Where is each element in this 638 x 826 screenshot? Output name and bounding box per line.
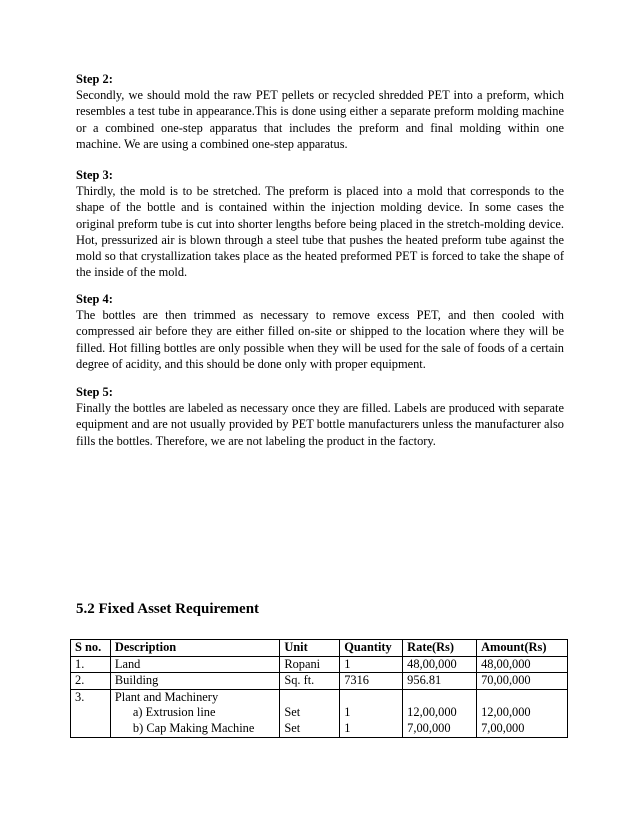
cell-description	[110, 689, 279, 737]
cell-quantity	[340, 689, 403, 737]
section-title: 5.2 Fixed Asset Requirement	[76, 601, 260, 617]
step-heading: Step 2:	[76, 72, 113, 86]
sub-item-rate: 7,00,000	[407, 720, 451, 735]
cell-amount: 70,00,000	[477, 673, 568, 690]
sub-item-quantity: 1	[344, 720, 351, 735]
cell-amount	[477, 689, 568, 737]
sub-item-unit: Set	[284, 705, 301, 720]
fixed-asset-table	[70, 639, 568, 738]
cell-quantity: 1	[340, 656, 403, 673]
step-paragraph: Secondly, we should mold the raw PET pellets or recycled shredded PET into a preform, which resembles a test tube in appearance.This is done using either a separate preform molding machine or a combined one-step apparatus that includes the preform and final molding within one machine. We are using a combined one-step apparatus.	[76, 88, 564, 151]
column-header-sno: S no.	[71, 640, 111, 657]
column-header-unit: Unit	[280, 640, 340, 657]
cell-sno: 3.	[71, 689, 111, 737]
column-header-description: Description	[110, 640, 279, 657]
step-heading: Step 4:	[76, 292, 113, 306]
sub-item-rate: 12,00,000	[407, 705, 457, 720]
step-heading: Step 5:	[76, 385, 113, 399]
step-paragraph: Finally the bottles are labeled as necessary once they are filled. Labels are produced with separate equipment and are not usually provided by PET bottle manufacturers unless the manufacturer also fills the bottles. Therefore, we are not labeling the product in the factory.	[76, 401, 564, 448]
sub-item-description: a) Extrusion line	[132, 705, 216, 720]
cell-sno: 2.	[71, 673, 111, 690]
sub-item-unit: Set	[284, 720, 301, 735]
group-title: Plant and Machinery	[114, 689, 219, 704]
step-paragraph: Thirdly, the mold is to be stretched. The preform is placed into a mold that corresponds to the shape of the bottle and is contained within the injection molding device. In some cases the original preform tube is cut into shorter lengths before being placed in the stretch-molding device. Hot, pressurized air is blown through a steel tube that pushes the heated preform tube against the mold so that crystallization takes place as the heated preformed PET is forced to take the shape of the inside of the mold.	[76, 184, 564, 280]
cell-sno: 1.	[71, 656, 111, 673]
cell-rate	[403, 689, 477, 737]
cell-unit: Ropani	[280, 656, 340, 673]
step-paragraph: The bottles are then trimmed as necessary to remove excess PET, and then cooled with compressed air before they are either filled on-site or shipped to the location where they will be filled. Hot filling bottles are only possible when they will be used for the sale of foods of a certain degree of acidity, and this should be done only with proper equipment.	[76, 308, 564, 371]
table-row-group	[71, 689, 568, 737]
cell-quantity: 7316	[340, 673, 403, 690]
step-2-section	[76, 71, 564, 152]
sub-item-description: b) Cap Making Machine	[132, 720, 255, 735]
cell-description: Land	[110, 656, 279, 673]
cell-unit	[280, 689, 340, 737]
column-header-quantity: Quantity	[340, 640, 403, 657]
step-heading: Step 3:	[76, 168, 113, 182]
step-4-section	[76, 291, 564, 372]
step-5-section	[76, 384, 564, 449]
table-row	[71, 673, 568, 690]
sub-item-quantity: 1	[344, 705, 351, 720]
cell-description: Building	[110, 673, 279, 690]
column-header-amount: Amount(Rs)	[477, 640, 568, 657]
sub-item-amount: 12,00,000	[481, 705, 531, 720]
table-row	[71, 656, 568, 673]
column-header-rate: Rate(Rs)	[403, 640, 477, 657]
step-3-section	[76, 167, 564, 280]
cell-rate: 956.81	[403, 673, 477, 690]
sub-item-amount: 7,00,000	[481, 720, 525, 735]
cell-unit: Sq. ft.	[280, 673, 340, 690]
cell-amount: 48,00,000	[477, 656, 568, 673]
cell-rate: 48,00,000	[403, 656, 477, 673]
table-header-row	[71, 640, 568, 657]
